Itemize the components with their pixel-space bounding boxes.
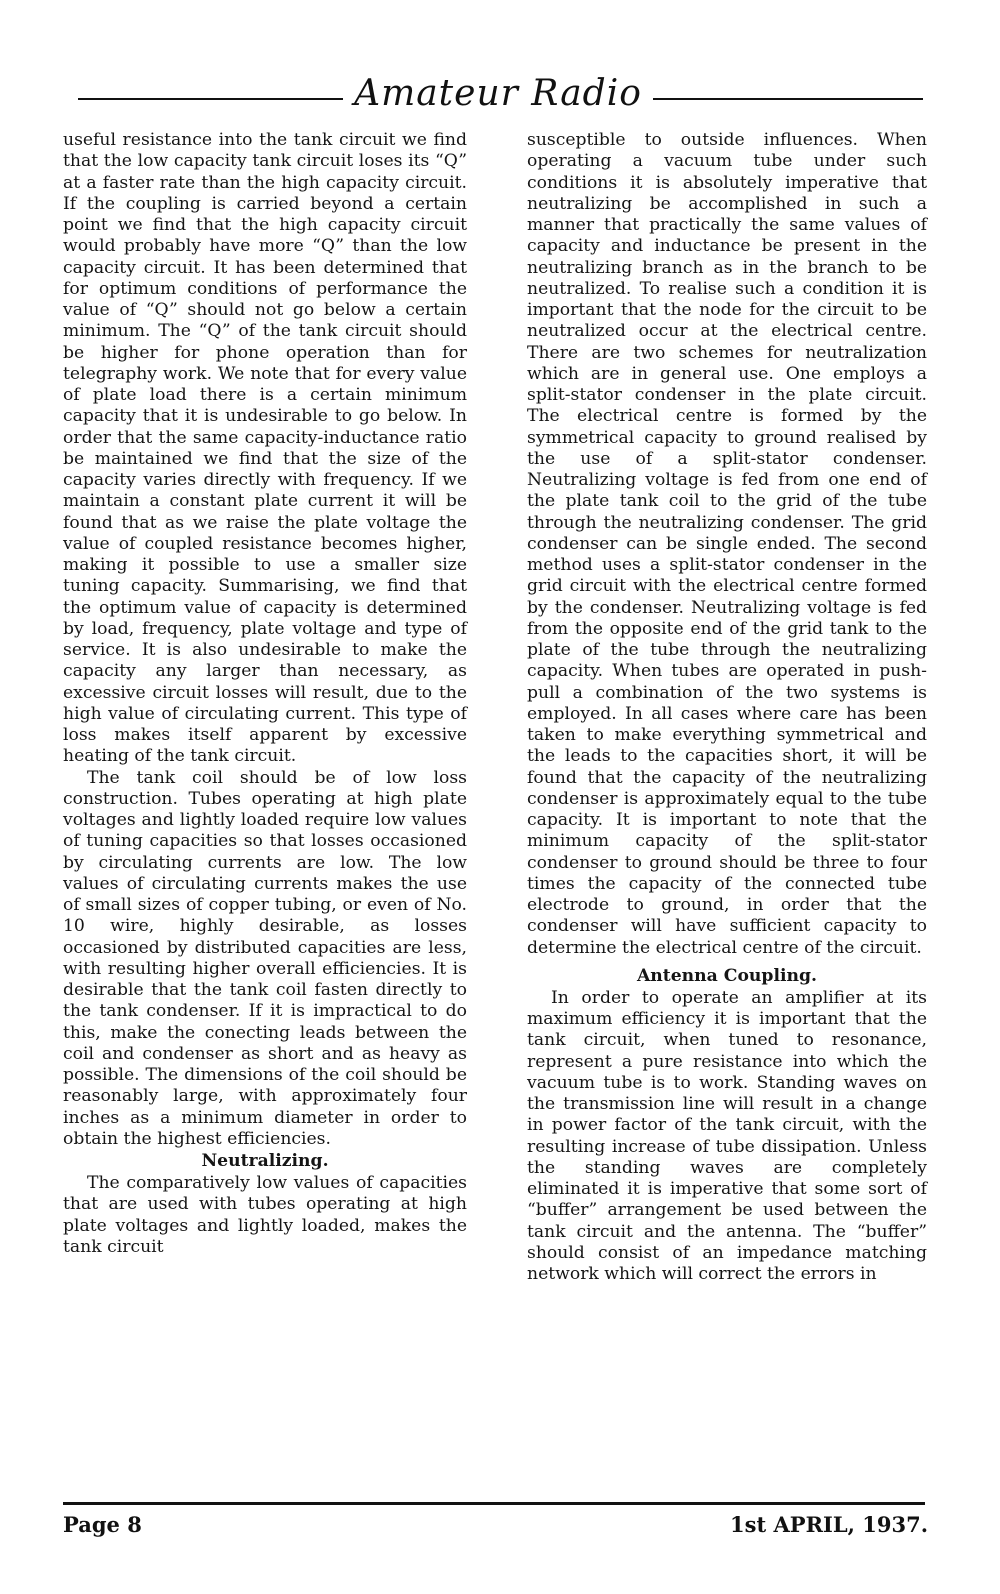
right-column — [527, 130, 927, 1285]
page-number: Page 8 — [63, 1512, 142, 1537]
right-paragraph-2: In order to operate an amplifier at its maximum efficiency it is important that the tank circuit, when tuned to resonance, represent a pure resistance into which the vacuum tube is to work. Standing waves on the transmission line will result in a change in power factor of the tank circuit, with the resulting increase of tube dissipation. Unless the standing waves are completely eliminated it is imperative that some sort of “buffer” arrangement be used between the tank circuit and the antenna. The “buffer” should consist of an impedance matching network which will correct the errors in — [527, 987, 927, 1284]
footer-rule — [63, 1502, 925, 1505]
masthead-rule-right — [653, 98, 923, 100]
heading-neutralizing: Neutralizing. — [201, 1151, 329, 1171]
masthead — [78, 68, 923, 120]
left-paragraph-2: The tank coil should be of low loss construction. Tubes operating at high plate voltages and lightly loaded require low values of tuning capacities so that losses occasioned by circulating currents are low. The low values of circulating currents makes the use of small sizes of copper tubing, or even of No. 10 wire, highly desirable, as losses occasioned by distributed capacities are less, with resulting higher overall efficiencies. It is desirable that the tank coil fasten directly to the tank condenser. If it is impractical to do this, make the conecting leads between the coil and condenser as short and as heavy as possible. The dimensions of the coil should be reasonably large, with approximately four inches as a minimum diameter in order to obtain the highest efficiencies. — [63, 767, 467, 1149]
masthead-rule-left — [78, 98, 343, 100]
issue-date: 1st APRIL, 1937. — [730, 1512, 928, 1537]
masthead-title: Amateur Radio — [354, 73, 642, 114]
left-paragraph-3: The comparatively low values of capacities that are used with tubes operating at high plate voltages and lightly loaded, makes the tank circuit — [63, 1173, 467, 1257]
right-paragraph-1: susceptible to outside influences. When operating a vacuum tube under such conditions it is absolutely imperative that neutralizing be accomplished in such a manner that practically the same values of capacity and inductance be present in the neutralizing branch as in the branch to be neutralized. To realise such a condition it is important that the node for the circuit to be neutralized occur at the electrical centre. There are two schemes for neutralization which are in general use. One employs a split-stator condenser in the plate circuit. The electrical centre is formed by the symmetrical capacity to ground realised by the use of a split-stator condenser. Neutralizing voltage is fed from one end of the plate tank coil to the grid of the tube through the neutralizing condenser. The grid condenser can be single ended. The second method uses a split-stator condenser in the grid circuit with the electrical centre formed by the condenser. Neutralizing voltage is fed from the opposite end of the grid tank to the plate of the tube through the neutralizing capacity. When tubes are operated in push-pull a combination of the two systems is employed. In all cases where care has been taken to make everything symmetrical and the leads to the capacities short, it will be found that the capacity of the neutralizing condenser is approximately equal to the tube capacity. It is important to note that the minimum capacity of the split-stator condenser to ground should be three to four times the capacity of the connected tube electrode to ground, in order that the condenser will have sufficient capacity to determine the electrical centre of the circuit. — [527, 130, 927, 958]
heading-antenna-coupling: Antenna Coupling. — [636, 965, 818, 986]
left-column — [63, 130, 467, 1258]
left-paragraph-1: useful resistance into the tank circuit we find that the low capacity tank circuit loses its “Q” at a faster rate than the high capacity circuit. If the coupling is carried beyond a certain point we find that the high capacity circuit would probably have more “Q” than the low capacity circuit. It has been determined that for optimum conditions of performance the value of “Q” should not go below a certain minimum. The “Q” of the tank circuit should be higher for phone operation than for telegraphy work. We note that for every value of plate load there is a certain minimum capacity that it is undesirable to go below. In order that the same capacity-inductance ratio be maintained we find that the size of the capacity varies directly with frequency. If we maintain a constant plate current it will be found that as we raise the plate voltage the value of coupled resistance becomes higher, making it possible to use a smaller size tuning capacity. Summarising, we find that the optimum value of capacity is determined by load, frequency, plate voltage and type of service. It is also undesirable to make the capacity any larger than necessary, as excessive circuit losses will result, due to the high value of circulating current. This type of loss makes itself apparent by excessive heating of the tank circuit. — [63, 130, 467, 767]
